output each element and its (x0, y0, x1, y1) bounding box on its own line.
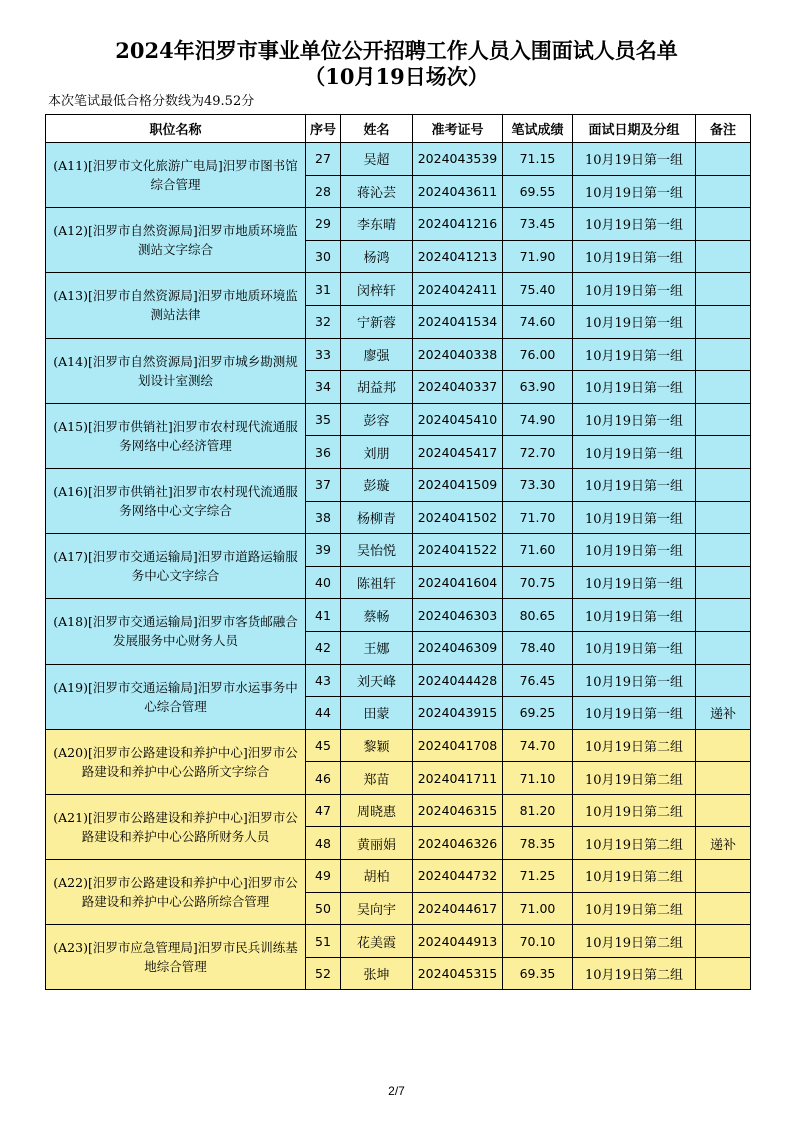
remark-cell (696, 403, 751, 436)
table-row (46, 599, 751, 632)
score-cell: 70.75 (503, 566, 573, 599)
name-cell: 李东晴 (341, 208, 413, 241)
remark-cell (696, 762, 751, 795)
number-cell: 49 (306, 860, 341, 893)
name-cell: 蒋沁芸 (341, 175, 413, 208)
exam-id-cell: 2024041509 (413, 468, 503, 501)
score-cell: 71.10 (503, 762, 573, 795)
score-cell: 73.30 (503, 468, 573, 501)
position-name-cell: (A20)[汨罗市公路建设和养护中心]汨罗市公路建设和养护中心公路所文字综合 (46, 729, 306, 794)
remark-cell (696, 305, 751, 338)
name-cell: 刘朋 (341, 436, 413, 469)
remark-cell (696, 957, 751, 990)
table-row (46, 534, 751, 567)
interview-date-cell: 10月19日第一组 (573, 240, 696, 273)
interview-date-cell: 10月19日第一组 (573, 403, 696, 436)
score-cell: 71.15 (503, 143, 573, 176)
remark-cell (696, 175, 751, 208)
name-cell: 吴怡悦 (341, 534, 413, 567)
position-name-cell: (A14)[汨罗市自然资源局]汨罗市城乡勘测规划设计室测绘 (46, 338, 306, 403)
position-name-cell: (A15)[汨罗市供销社]汨罗市农村现代流通服务网络中心经济管理 (46, 403, 306, 468)
name-cell: 吴向宇 (341, 892, 413, 925)
position-name-cell: (A11)[汨罗市文化旅游广电局]汨罗市图书馆综合管理 (46, 143, 306, 208)
page-title: 2024年汨罗市事业单位公开招聘工作人员入围面试人员名单 (115, 38, 678, 63)
remark-cell (696, 599, 751, 632)
number-cell: 37 (306, 468, 341, 501)
exam-id-cell: 2024044732 (413, 860, 503, 893)
number-cell: 47 (306, 794, 341, 827)
column-header-number: 序号 (306, 115, 341, 143)
score-cell: 80.65 (503, 599, 573, 632)
score-cell: 71.70 (503, 501, 573, 534)
remark-cell: 递补 (696, 697, 751, 730)
number-cell: 42 (306, 631, 341, 664)
remark-cell (696, 371, 751, 404)
number-cell: 30 (306, 240, 341, 273)
interview-date-cell: 10月19日第一组 (573, 501, 696, 534)
remark-cell (696, 794, 751, 827)
score-cell: 71.00 (503, 892, 573, 925)
number-cell: 39 (306, 534, 341, 567)
column-header-score: 笔试成绩 (503, 115, 573, 143)
exam-id-cell: 2024040338 (413, 338, 503, 371)
exam-id-cell: 2024040337 (413, 371, 503, 404)
score-cell: 75.40 (503, 273, 573, 306)
number-cell: 35 (306, 403, 341, 436)
score-cell: 78.35 (503, 827, 573, 860)
column-header-name: 姓名 (341, 115, 413, 143)
score-cell: 73.45 (503, 208, 573, 241)
score-cell: 76.00 (503, 338, 573, 371)
position-name-cell: (A18)[汨罗市交通运输局]汨罗市客货邮融合发展服务中心财务人员 (46, 599, 306, 664)
exam-id-cell: 2024044913 (413, 925, 503, 958)
position-name-cell: (A12)[汨罗市自然资源局]汨罗市地质环境监测站文字综合 (46, 208, 306, 273)
interview-date-cell: 10月19日第一组 (573, 534, 696, 567)
remark-cell: 递补 (696, 827, 751, 860)
exam-id-cell: 2024041711 (413, 762, 503, 795)
number-cell: 33 (306, 338, 341, 371)
score-cell: 71.60 (503, 534, 573, 567)
name-cell: 彭容 (341, 403, 413, 436)
interview-date-cell: 10月19日第一组 (573, 468, 696, 501)
remark-cell (696, 534, 751, 567)
number-cell: 48 (306, 827, 341, 860)
interview-date-cell: 10月19日第一组 (573, 436, 696, 469)
score-cell: 70.10 (503, 925, 573, 958)
table-row (46, 664, 751, 697)
interview-date-cell: 10月19日第二组 (573, 925, 696, 958)
interview-date-cell: 10月19日第一组 (573, 566, 696, 599)
score-cell: 69.35 (503, 957, 573, 990)
name-cell: 胡柏 (341, 860, 413, 893)
exam-id-cell: 2024041534 (413, 305, 503, 338)
exam-id-cell: 2024046326 (413, 827, 503, 860)
column-header-position: 职位名称 (46, 115, 306, 143)
table-row (46, 860, 751, 893)
number-cell: 50 (306, 892, 341, 925)
number-cell: 34 (306, 371, 341, 404)
name-cell: 田蒙 (341, 697, 413, 730)
table-header-row (46, 115, 751, 143)
column-header-interview-date: 面试日期及分组 (573, 115, 696, 143)
interview-date-cell: 10月19日第一组 (573, 599, 696, 632)
number-cell: 36 (306, 436, 341, 469)
score-cell: 71.25 (503, 860, 573, 893)
table-row (46, 468, 751, 501)
remark-cell (696, 436, 751, 469)
exam-id-cell: 2024041604 (413, 566, 503, 599)
remark-cell (696, 338, 751, 371)
interview-date-cell: 10月19日第一组 (573, 273, 696, 306)
name-cell: 花美霞 (341, 925, 413, 958)
remark-cell (696, 566, 751, 599)
name-cell: 胡益邦 (341, 371, 413, 404)
exam-id-cell: 2024046303 (413, 599, 503, 632)
table-row (46, 208, 751, 241)
number-cell: 43 (306, 664, 341, 697)
interview-date-cell: 10月19日第二组 (573, 892, 696, 925)
interview-date-cell: 10月19日第一组 (573, 143, 696, 176)
remark-cell (696, 892, 751, 925)
name-cell: 杨鸿 (341, 240, 413, 273)
position-name-cell: (A19)[汨罗市交通运输局]汨罗市水运事务中心综合管理 (46, 664, 306, 729)
name-cell: 周晓惠 (341, 794, 413, 827)
exam-id-cell: 2024041213 (413, 240, 503, 273)
name-cell: 杨柳青 (341, 501, 413, 534)
remark-cell (696, 631, 751, 664)
remark-cell (696, 273, 751, 306)
page-subtitle: （10月19日场次） (304, 64, 489, 89)
name-cell: 张坤 (341, 957, 413, 990)
remark-cell (696, 240, 751, 273)
interview-date-cell: 10月19日第二组 (573, 957, 696, 990)
exam-id-cell: 2024045410 (413, 403, 503, 436)
position-name-cell: (A16)[汨罗市供销社]汨罗市农村现代流通服务网络中心文字综合 (46, 468, 306, 533)
page-number: 2/7 (388, 1084, 405, 1098)
remark-cell (696, 501, 751, 534)
exam-id-cell: 2024041522 (413, 534, 503, 567)
number-cell: 28 (306, 175, 341, 208)
interview-date-cell: 10月19日第一组 (573, 664, 696, 697)
number-cell: 51 (306, 925, 341, 958)
remark-cell (696, 925, 751, 958)
name-cell: 黎颖 (341, 729, 413, 762)
exam-id-cell: 2024046315 (413, 794, 503, 827)
interview-date-cell: 10月19日第一组 (573, 697, 696, 730)
exam-id-cell: 2024043915 (413, 697, 503, 730)
score-cell: 72.70 (503, 436, 573, 469)
number-cell: 52 (306, 957, 341, 990)
score-cell: 81.20 (503, 794, 573, 827)
remark-cell (696, 468, 751, 501)
name-cell: 刘天峰 (341, 664, 413, 697)
exam-id-cell: 2024041216 (413, 208, 503, 241)
score-cell: 69.25 (503, 697, 573, 730)
interview-date-cell: 10月19日第一组 (573, 175, 696, 208)
remark-cell (696, 860, 751, 893)
interview-date-cell: 10月19日第一组 (573, 631, 696, 664)
name-cell: 王娜 (341, 631, 413, 664)
interview-date-cell: 10月19日第二组 (573, 860, 696, 893)
name-cell: 廖强 (341, 338, 413, 371)
exam-id-cell: 2024042411 (413, 273, 503, 306)
table-row (46, 273, 751, 306)
number-cell: 46 (306, 762, 341, 795)
position-name-cell: (A23)[汨罗市应急管理局]汨罗市民兵训练基地综合管理 (46, 925, 306, 990)
number-cell: 31 (306, 273, 341, 306)
position-name-cell: (A21)[汨罗市公路建设和养护中心]汨罗市公路建设和养护中心公路所财务人员 (46, 794, 306, 859)
name-cell: 闵梓轩 (341, 273, 413, 306)
name-cell: 蔡畅 (341, 599, 413, 632)
table-row (46, 729, 751, 762)
score-cell: 63.90 (503, 371, 573, 404)
number-cell: 45 (306, 729, 341, 762)
remark-cell (696, 208, 751, 241)
number-cell: 29 (306, 208, 341, 241)
number-cell: 32 (306, 305, 341, 338)
table-row (46, 925, 751, 958)
table-row (46, 794, 751, 827)
interview-date-cell: 10月19日第一组 (573, 371, 696, 404)
remark-cell (696, 664, 751, 697)
name-cell: 郑苗 (341, 762, 413, 795)
position-name-cell: (A22)[汨罗市公路建设和养护中心]汨罗市公路建设和养护中心公路所综合管理 (46, 860, 306, 925)
name-cell: 陈祖轩 (341, 566, 413, 599)
number-cell: 27 (306, 143, 341, 176)
table-row (46, 403, 751, 436)
interview-date-cell: 10月19日第二组 (573, 827, 696, 860)
name-cell: 彭璇 (341, 468, 413, 501)
passing-score-note: 本次笔试最低合格分数线为49.52分 (48, 94, 255, 109)
score-cell: 74.70 (503, 729, 573, 762)
table-row (46, 338, 751, 371)
exam-id-cell: 2024043611 (413, 175, 503, 208)
exam-id-cell: 2024045417 (413, 436, 503, 469)
exam-id-cell: 2024044428 (413, 664, 503, 697)
name-cell: 吴超 (341, 143, 413, 176)
number-cell: 44 (306, 697, 341, 730)
remark-cell (696, 143, 751, 176)
number-cell: 38 (306, 501, 341, 534)
interview-date-cell: 10月19日第一组 (573, 338, 696, 371)
interview-date-cell: 10月19日第二组 (573, 729, 696, 762)
score-cell: 78.40 (503, 631, 573, 664)
score-cell: 74.90 (503, 403, 573, 436)
number-cell: 41 (306, 599, 341, 632)
position-name-cell: (A13)[汨罗市自然资源局]汨罗市地质环境监测站法律 (46, 273, 306, 338)
score-cell: 69.55 (503, 175, 573, 208)
column-header-remark: 备注 (696, 115, 751, 143)
exam-id-cell: 2024045315 (413, 957, 503, 990)
candidate-table (45, 114, 751, 990)
score-cell: 74.60 (503, 305, 573, 338)
name-cell: 黄丽娟 (341, 827, 413, 860)
exam-id-cell: 2024043539 (413, 143, 503, 176)
interview-date-cell: 10月19日第一组 (573, 208, 696, 241)
number-cell: 40 (306, 566, 341, 599)
exam-id-cell: 2024041502 (413, 501, 503, 534)
interview-date-cell: 10月19日第二组 (573, 794, 696, 827)
interview-date-cell: 10月19日第二组 (573, 762, 696, 795)
interview-date-cell: 10月19日第一组 (573, 305, 696, 338)
exam-id-cell: 2024046309 (413, 631, 503, 664)
remark-cell (696, 729, 751, 762)
column-header-exam-id: 准考证号 (413, 115, 503, 143)
score-cell: 76.45 (503, 664, 573, 697)
exam-id-cell: 2024041708 (413, 729, 503, 762)
score-cell: 71.90 (503, 240, 573, 273)
exam-id-cell: 2024044617 (413, 892, 503, 925)
position-name-cell: (A17)[汨罗市交通运输局]汨罗市道路运输服务中心文字综合 (46, 534, 306, 599)
table-row (46, 143, 751, 176)
name-cell: 宁新蓉 (341, 305, 413, 338)
